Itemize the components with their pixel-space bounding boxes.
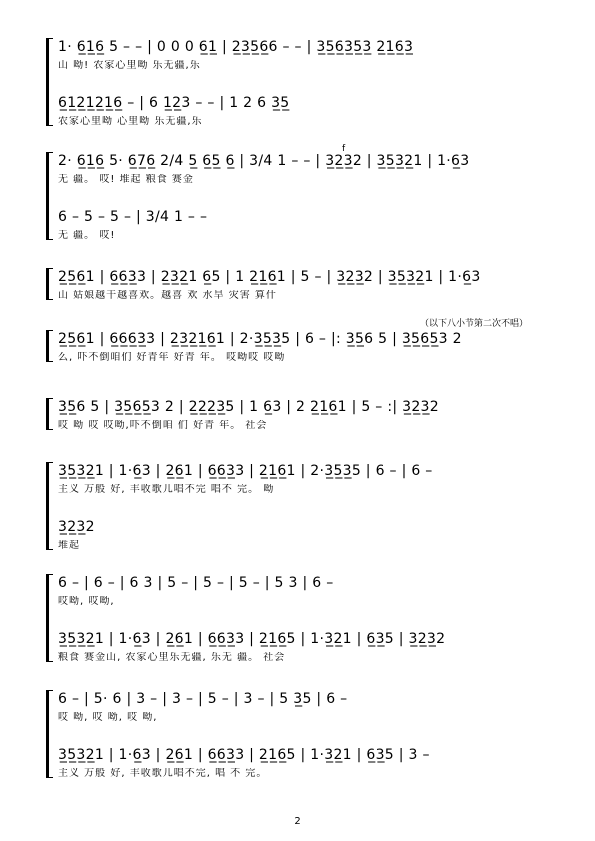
notation-line: 3̲2̲3̲2 xyxy=(58,519,95,535)
lyric-line: 山 姑娘越干越喜欢。越喜 欢 水旱 灾害 算什 xyxy=(58,290,277,301)
score-system xyxy=(0,152,595,244)
lyric-line: 哎 呦 哎 哎呦,吓不倒咱 们 好青 年。 社会 xyxy=(58,420,268,431)
lyric-line: 主义 万般 好, 丰收歌儿唱不完 唱不 完。 呦 xyxy=(58,484,275,495)
notation-line: 6̲1̲2̲1̲2̲1̲6̲ – | 6 1̲2̲3 – – | 1 2 6 3̲5̲ xyxy=(58,95,290,111)
lyric-line: 无 疆。 哎! xyxy=(58,230,116,241)
score-part xyxy=(0,462,595,495)
dynamic-marking: f xyxy=(342,144,346,154)
notation-line: 6 – | 6 – | 6 3 | 5 – | 5 – | 5 – | 5 3 | 6 – xyxy=(58,575,334,591)
score-system xyxy=(0,38,595,130)
score-system xyxy=(0,330,595,366)
score-system xyxy=(0,690,595,782)
lyric-line: 农家心里呦 心里呦 乐无疆,乐 xyxy=(58,116,203,127)
notation-line: 3̲5̲3̲2̲1 | 1·6̲3 | 2̲6̲1 | 6̲6̲3̲3 | 2̲1̲6̲5 | 1·3̲2̲1 | 6̲3̲5 | 3 – xyxy=(58,747,430,763)
notation-line: 2̲5̲6̲1 | 6̲6̲6̲3̲3 | 2̲3̲2̲1̲6̲1 | 2·3̲5̲3̲5 | 6 – |: 3̲5̲6 5 | 3̲5̲6̲5̲3 2 xyxy=(58,331,462,347)
score-system xyxy=(0,462,595,554)
lyric-line: 么, 吓不倒咱们 好青年 好青 年。 哎呦哎 哎呦 xyxy=(58,352,286,363)
score-part xyxy=(0,38,595,71)
notation-line: 2· 6̲1̲6̲ 5· 6̲7̲6̲ 2/4 5̲ 6̲5̲ 6̲ | 3/4 1 – – | 3̲2̲3̲2 | 3̲5̲3̲2̲1 | 1·6̲3 xyxy=(58,153,470,169)
score-system xyxy=(0,574,595,666)
page-number: 2 xyxy=(294,816,301,827)
lyric-line: 无 疆。 哎! 堆起 粮食 赛金 xyxy=(58,174,194,185)
notation-line: 3̲5̲6 5 | 3̲5̲6̲5̲3 2 | 2̲2̲2̲3̲5 | 1 6̲3 | 2 2̲1̲6̲1 | 5 – :| 3̲2̲3̲2 xyxy=(58,399,439,415)
notation-line: 3̲5̲3̲2̲1 | 1·6̲3 | 2̲6̲1 | 6̲6̲3̲3 | 2̲1̲6̲1 | 2·3̲5̲3̲5 | 6 – | 6 – xyxy=(58,463,433,479)
notation-line: 1· 6̲1̲6̲ 5 – – | 0 0 0 6̲1̲ | 2̲3̲5̲6̲6 – – | 3̲5̲6̲3̲5̲3̲ 2̲1̲6̲3̲ xyxy=(58,39,414,55)
notation-line: 6 – 5 – 5 – | 3/4 1 – – xyxy=(58,209,208,225)
score-part xyxy=(0,152,595,185)
score-part xyxy=(0,690,595,723)
score-part xyxy=(0,398,595,431)
score-part xyxy=(0,518,595,551)
lyric-line: 山 呦! 农家心里呦 乐无疆,乐 xyxy=(58,60,201,71)
score-system xyxy=(0,268,595,304)
lyric-line: 哎 呦, 哎 呦, 哎 呦, xyxy=(58,712,158,723)
score-part xyxy=(0,330,595,363)
score-part xyxy=(0,94,595,127)
score-part xyxy=(0,208,595,241)
lyric-line: 主义 万般 好, 丰收歌儿唱不完, 唱 不 完。 xyxy=(58,768,268,779)
score-part xyxy=(0,630,595,663)
lyric-line: 堆起 xyxy=(58,540,80,551)
repeat-annotation: （以下八小节第二次不唱） xyxy=(420,319,529,329)
score-system xyxy=(0,398,595,434)
score-part xyxy=(0,268,595,301)
lyric-line: 哎呦, 哎呦, xyxy=(58,596,115,607)
score-part xyxy=(0,574,595,607)
notation-line: 2̲5̲6̲1 | 6̲6̲3̲3 | 2̲3̲2̲1 6̲5 | 1 2̲1̲6̲1 | 5 – | 3̲2̲3̲2 | 3̲5̲3̲2̲1 | 1·6̲3 xyxy=(58,269,481,285)
score-part xyxy=(0,746,595,779)
lyric-line: 粮食 赛金山, 农家心里乐无疆, 乐无 疆。 社会 xyxy=(58,652,286,663)
notation-line: 3̲5̲3̲2̲1 | 1·6̲3 | 2̲6̲1 | 6̲6̲3̲3 | 2̲1̲6̲5 | 1·3̲2̲1 | 6̲3̲5 | 3̲2̲3̲2 xyxy=(58,631,446,647)
notation-line: 6 – | 5· 6 | 3 – | 3 – | 5 – | 3 – | 5 3̲5 | 6 – xyxy=(58,691,348,707)
